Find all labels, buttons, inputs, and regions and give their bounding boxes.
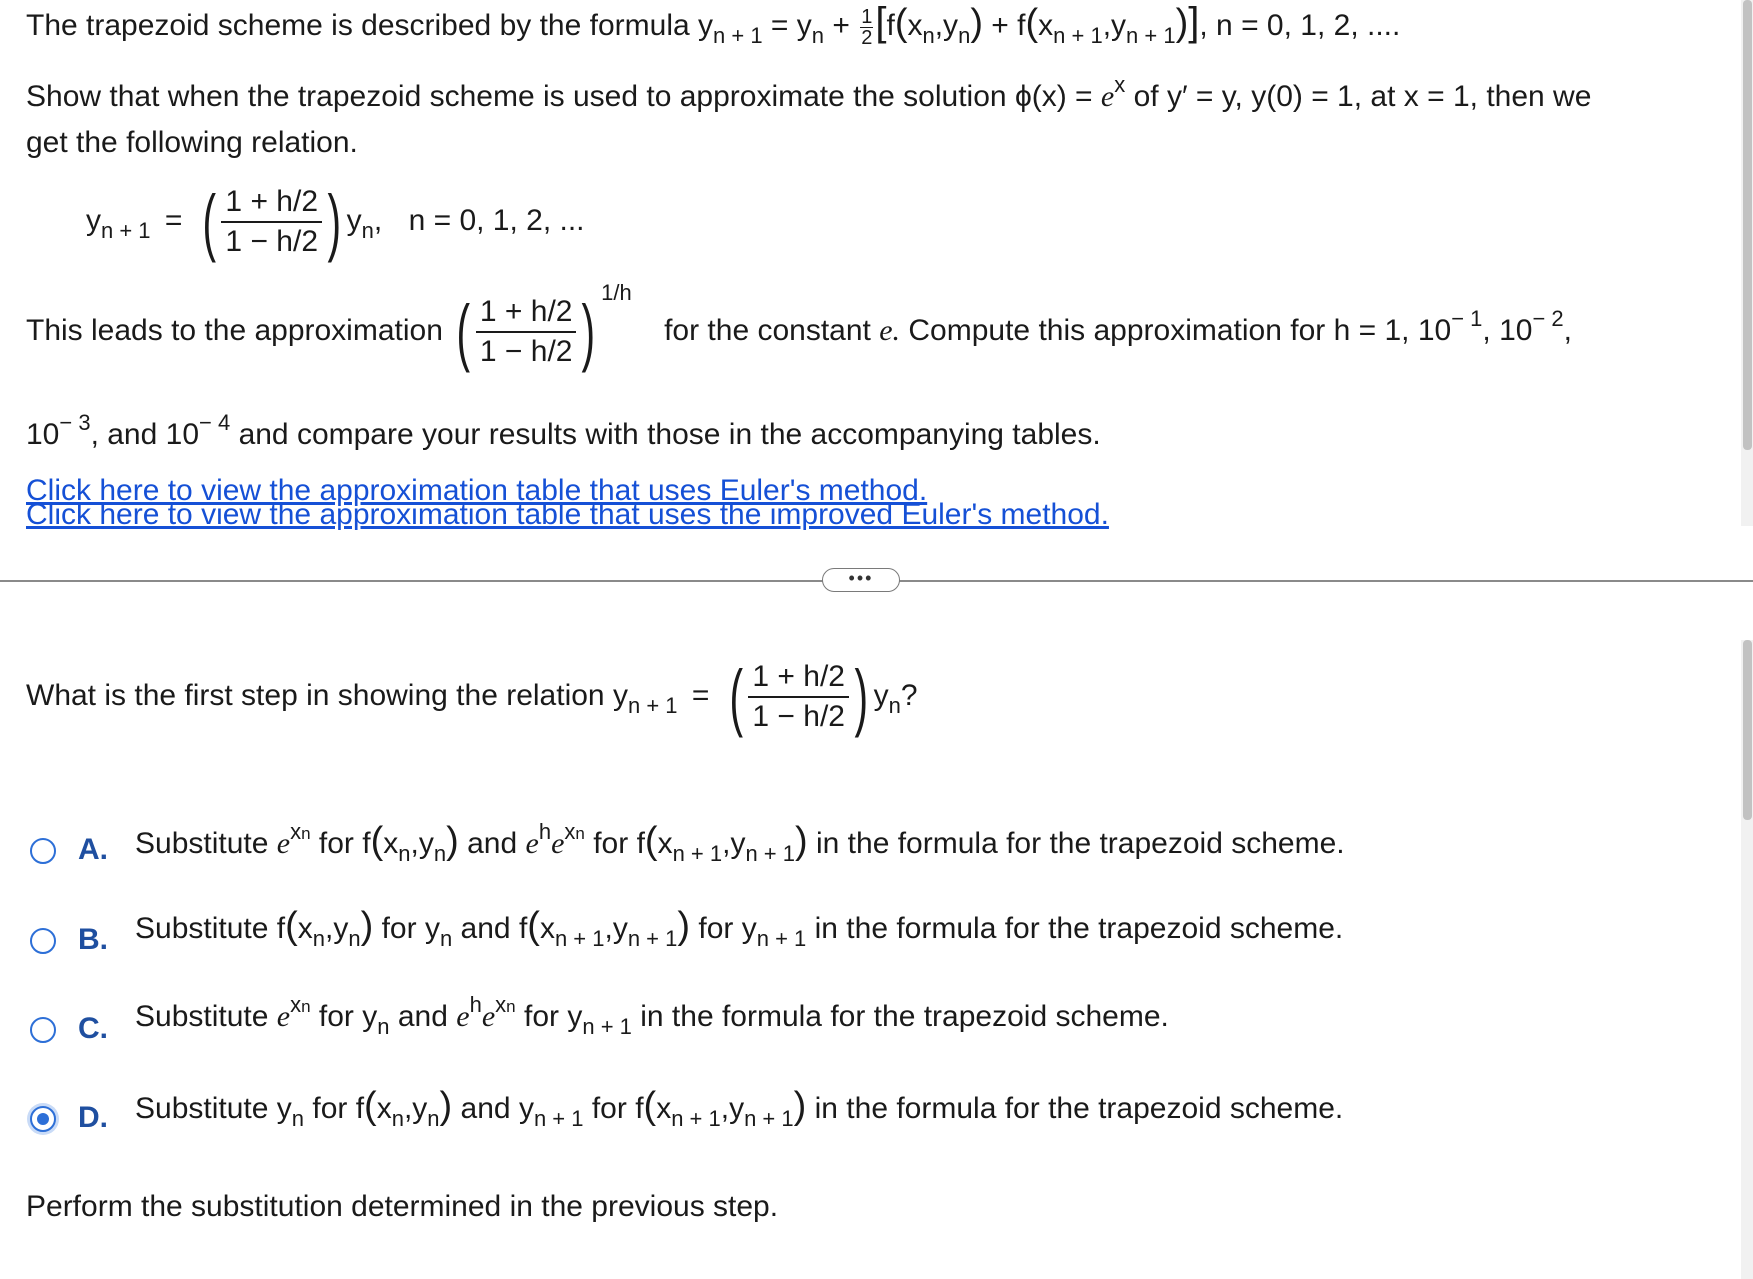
half-fraction: $\frac{1}{2}$ [861, 5, 873, 49]
improved-euler-table-link[interactable]: Click here to view the approximation table that uses the improved Euler's method. [26, 498, 1109, 531]
lower-scrollbar-thumb[interactable] [1743, 640, 1752, 820]
lower-scrollbar[interactable] [1741, 640, 1753, 1279]
problem-line-3: get the following relation. [26, 126, 358, 159]
option-d-letter[interactable]: D. [78, 1101, 108, 1134]
question-prefix: What is the first step in showing the relation [26, 678, 605, 712]
upper-scrollbar[interactable] [1741, 0, 1753, 526]
next-step-instruction: Perform the substitution determined in the previous step. [26, 1190, 779, 1223]
approx-exponent: 1/h [601, 279, 632, 305]
approx-mid: for the constant [664, 313, 871, 347]
approx-e: e. [879, 313, 901, 347]
question-numerator: 1 + h/2 [748, 660, 849, 698]
upper-scrollbar-thumb[interactable] [1743, 0, 1752, 450]
relation-numerator: 1 + h/2 [221, 185, 322, 223]
option-d-text[interactable]: Substitute $y_n$ for $f(x_n,y_n)$ and $y_{n + 1}$ for $f(x_{n + 1},y_{n + 1})$ in the formula for the trapezoid scheme. [135, 1085, 1344, 1131]
relation-formula: $y_{n + 1}$ = ( $\frac{1 + h/2}{1 - h/2}$ ) $y_n$, n = 0, 1, 2, ... [86, 180, 585, 263]
improved-euler-link-clip [26, 498, 1109, 531]
approximation-line: This leads to the approximation ( $\frac{1 + h/2}{1 - h/2}$ ) $^{1/h}$ for the constant e. Compute this approximation for h = 1, $10^{- 1}$, $10^{- 2}$, [26, 279, 1572, 373]
relation-suffix: n = 0, 1, 2, ... [408, 203, 585, 237]
relation-fraction [221, 185, 322, 259]
approx-prefix: This leads to the approximation [26, 313, 443, 347]
option-a-letter[interactable]: A. [78, 833, 108, 866]
line1-prefix: The trapezoid scheme is described by the formula [26, 9, 690, 42]
option-b-letter[interactable]: B. [78, 923, 108, 956]
approx-rest: Compute this approximation for h = 1, 10 [908, 313, 1452, 347]
approximation-line-2: $10^{- 3}$, and $10^{- 4}$ and compare your results with those in the accompanying tables. [26, 410, 1101, 451]
problem-line-2: Show that when the trapezoid scheme is used to approximate the solution $\phi(x) = e^x$ of y′ = y, y(0) = 1, at x = 1, then we [26, 72, 1592, 113]
option-b-text[interactable]: Substitute $f(x_n,y_n)$ for $y_n$ and $f(x_{n + 1},y_{n + 1})$ for $y_{n + 1}$ in the formula for the trapezoid scheme. [135, 905, 1344, 951]
line2-rest: of y′ = y, y(0) = 1, at x = 1, then we [1133, 80, 1592, 113]
line1-suffix: n = 0, 1, 2, .... [1216, 9, 1401, 42]
euler-table-link[interactable]: Click here to view the approximation table that uses Euler's method. [26, 474, 928, 507]
option-b-radio[interactable] [30, 928, 56, 954]
expand-ellipsis-button[interactable]: ••• [822, 568, 900, 592]
option-c-letter[interactable]: C. [78, 1012, 108, 1045]
relation-denominator: 1 − h/2 [225, 225, 318, 258]
option-c-radio[interactable] [30, 1017, 56, 1043]
option-a-radio[interactable] [30, 838, 56, 864]
option-d-radio[interactable] [30, 1106, 56, 1132]
problem-line-1: The trapezoid scheme is described by the formula $y_{n + 1} = y_n$ + $\frac{1}{2}[f(x_n,y_n) + f(x_{n + 1},y_{n + 1})]$, n = 0, 1, 2, .... [26, 0, 1401, 49]
option-c-text[interactable]: Substitute $e^{xn}$ for $y_n$ and $e^he^{xn}$ for $y_{n + 1}$ in the formula for the trapezoid scheme. [135, 992, 1169, 1039]
line2-text: Show that when the trapezoid scheme is used to approximate the solution [26, 80, 1007, 113]
option-a-text[interactable]: Substitute $e^{xn}$ for $f(x_n,y_n)$ and $e^he^{xn}$ for $f(x_{n + 1},y_{n + 1})$ in the formula for the trapezoid scheme. [135, 819, 1345, 866]
approx-line2-end: and compare your results with those in the accompanying tables. [238, 418, 1101, 451]
question-denominator: 1 − h/2 [752, 700, 845, 733]
question-text: What is the first step in showing the relation $y_{n + 1}$ = ( $\frac{1 + h/2}{1 - h/2}$ ) $y_n$? [26, 655, 918, 738]
